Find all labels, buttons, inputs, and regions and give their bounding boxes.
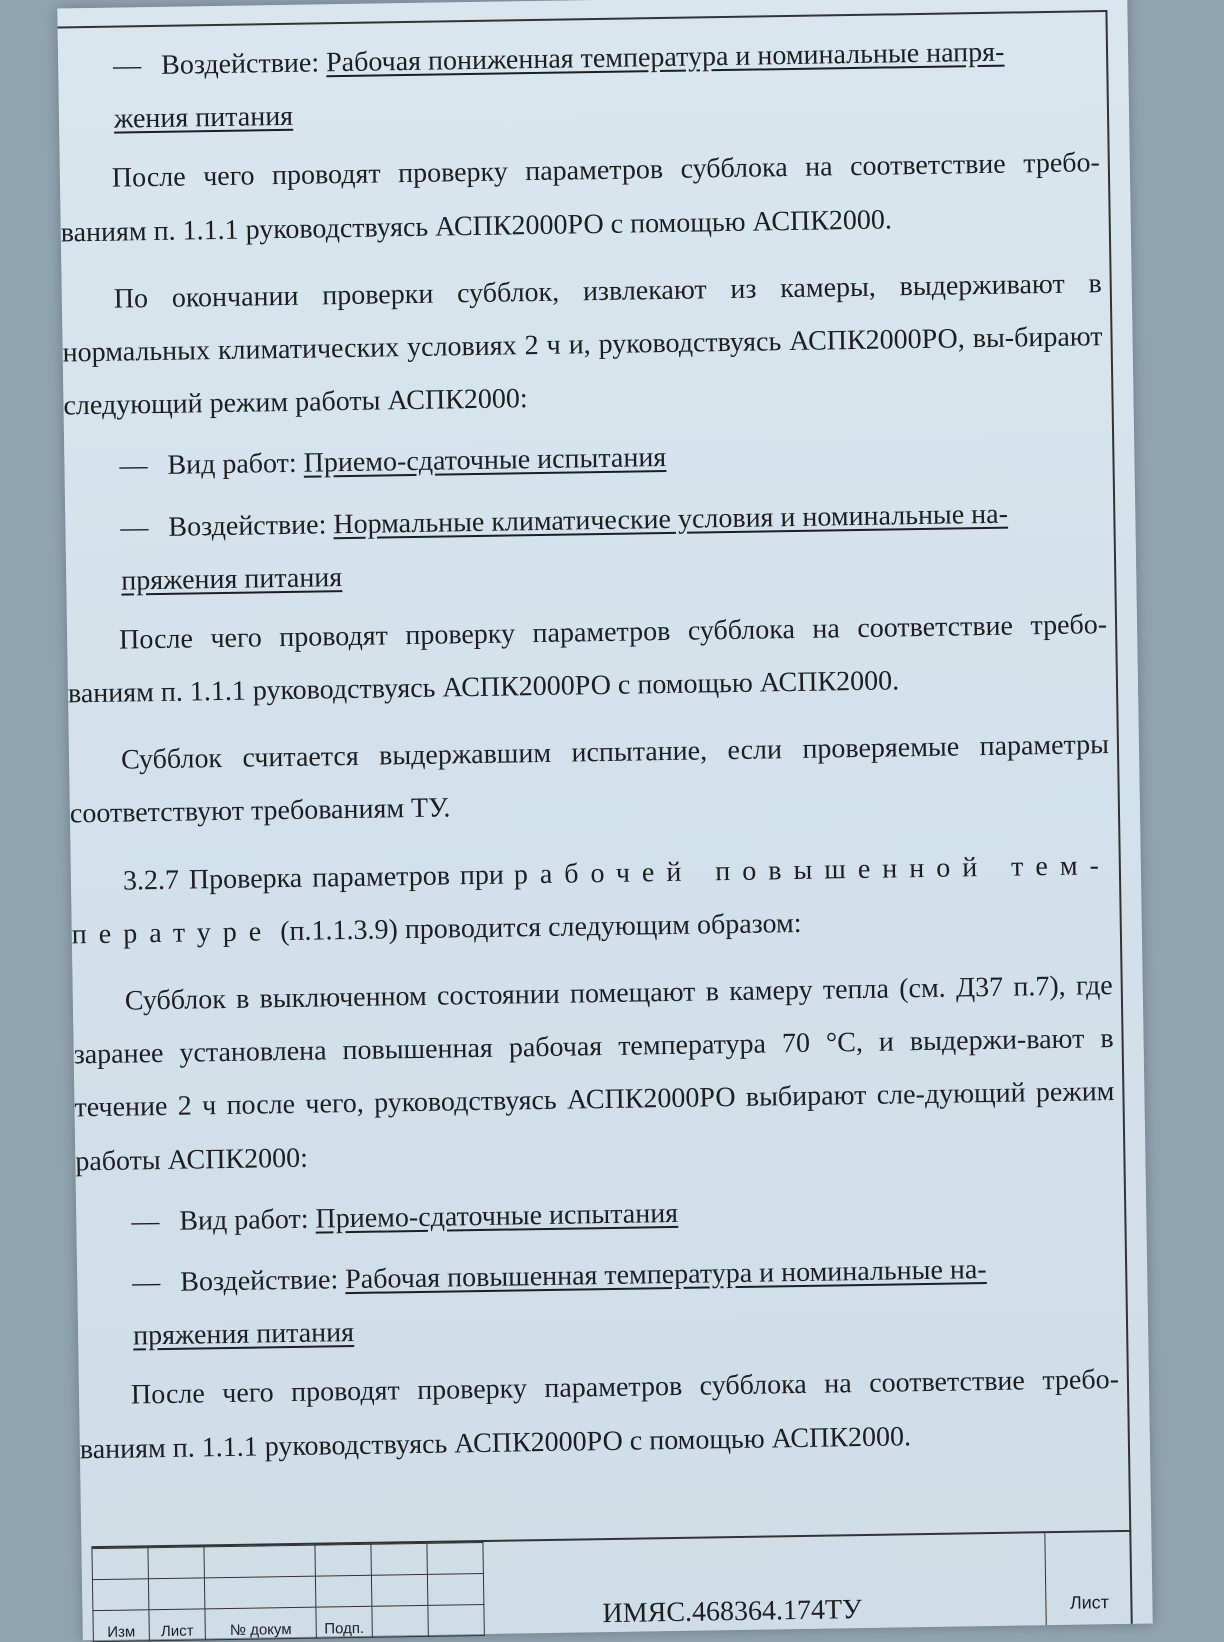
dash-value: Приемо-сдаточные испытания <box>303 442 667 480</box>
dash-label: Вид работ: <box>179 1203 309 1237</box>
dash-value: Рабочая повышенная температура и номинальные на- <box>344 1254 987 1296</box>
paragraph: Субблок считается выдержавшим испытание, если проверяемые параметры соответствуют требованиям ТУ. <box>69 729 1110 830</box>
dash-item: — Воздействие: Рабочая пониженная температура и номинальные напря- <box>112 36 1005 82</box>
dash-item: — Воздействие: Нормальные климатические условия и номинальные на- <box>120 498 1009 544</box>
sheet-cell <box>1044 1532 1132 1625</box>
stamp-col-doc: № докум <box>205 1607 316 1640</box>
paragraph: По окончании проверки субблок, извлекают из камеры, выдерживают в нормальных климатических условиях 2 ч и, руководствуясь АСПК2000РО, вы-бирают следующий режим работы АСПК2000: <box>62 267 1103 422</box>
dash-label: Воздействие: <box>168 508 327 543</box>
dash-label: Воздействие: <box>180 1264 339 1298</box>
dash-item: — Воздействие: Рабочая повышенная температура и номинальные на- <box>132 1254 987 1299</box>
paragraph: Субблок в выключенном состоянии помещают в камеру тепла (см. Д37 п.7), где заранее установлена повышенная рабочая температура 70 °С, и выдержи-вают в течение 2 ч после чего, руководствуясь АСПК2000РО выбирают сле-дующий режим работы АСПК2000: <box>73 970 1115 1177</box>
dash-value-continuation: пряжения питания <box>121 561 343 597</box>
dash-value: Нормальные климатические условия и номинальные на- <box>333 498 1009 540</box>
section-lead: Проверка параметров при <box>188 859 505 896</box>
paragraph: После чего проводят проверку параметров субблока на соответствие требо-ваниям п. 1.1.1 руководствуясь АСПК2000РО с помощью АСПК2000. <box>79 1364 1120 1465</box>
title-block-stamp <box>91 1530 1132 1640</box>
paragraph: После чего проводят проверку параметров субблока на соответствие требо-ваниям п. 1.1.1 руководствуясь АСПК2000РО с помощью АСПК2000. <box>60 147 1101 249</box>
dash-item: — Вид работ: Приемо-сдаточные испытания <box>119 442 667 482</box>
dash-label: Воздействие: <box>160 47 320 81</box>
dash-value-continuation: пряжения питания <box>132 1317 355 1352</box>
paragraph: После чего проводят проверку параметров субблока на соответствие требо-ваниям п. 1.1.1 руководствуясь АСПК2000РО с помощью АСПК2000. <box>67 608 1108 710</box>
dash-value: Рабочая пониженная температура и номинальные напря- <box>325 36 1005 79</box>
dash-label: Вид работ: <box>167 448 297 482</box>
document-page <box>57 0 1153 1640</box>
section-tail: (п.1.1.3.9) проводится следующим образом: <box>279 907 802 947</box>
stamp-col-list: Лист <box>149 1609 205 1641</box>
dash-value: Приемо-сдаточные испытания <box>315 1197 679 1235</box>
stamp-grid <box>91 1542 484 1642</box>
stamp-col-sign: Подп. <box>316 1606 372 1638</box>
section-heading <box>71 839 1113 962</box>
section-number: 3.2.7 <box>122 864 180 897</box>
dash-item: — Вид работ: Приемо-сдаточные испытания <box>131 1197 679 1238</box>
stamp-col-izm: Изм <box>93 1610 149 1642</box>
document-body <box>58 16 1121 1476</box>
sheet-label: Лист <box>1069 1592 1110 1613</box>
section-spaced-text: рабочей повышенной тем-пературе <box>71 849 1112 951</box>
dash-value-continuation: жения питания <box>113 101 294 135</box>
document-code: ИМЯС.468364.174ТУ <box>602 1594 863 1630</box>
